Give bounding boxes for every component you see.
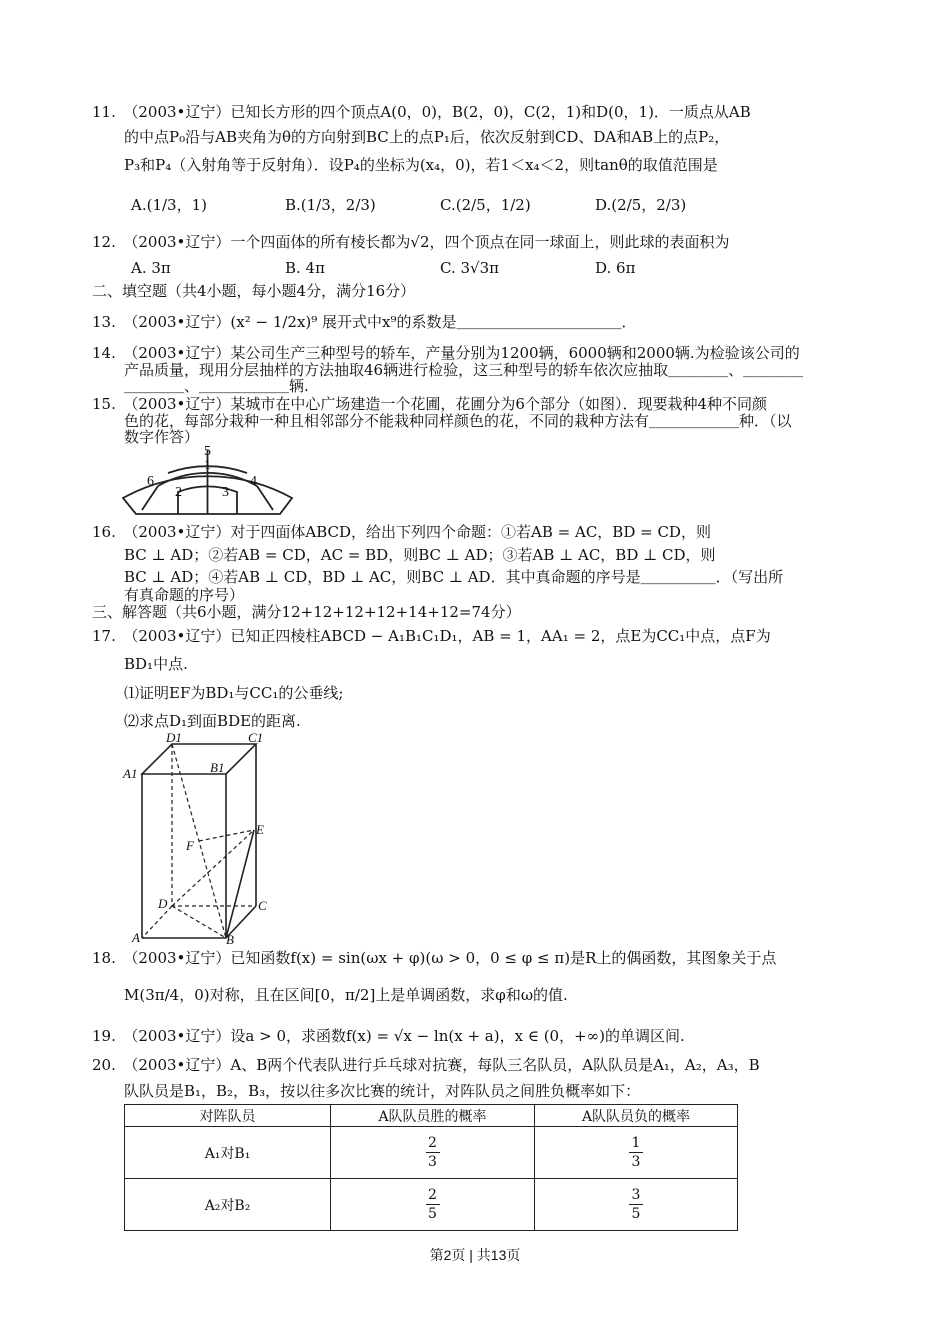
region-1-label: 1	[204, 458, 211, 473]
table-row	[125, 1179, 738, 1231]
q19-line1: 19. （2003•辽宁）设a > 0，求函数f(x) = √x − ln(x + a)，x ∈ (0，+∞)的单调区间.	[92, 1027, 685, 1045]
label-B1: B1	[210, 760, 225, 775]
table-header-row	[125, 1105, 738, 1127]
label-A: A	[132, 930, 140, 945]
q17-part1: ⑴证明EF为BD₁与CC₁的公垂线;	[124, 684, 344, 702]
row1-lose-num: 1	[631, 1135, 641, 1151]
q16-line1: 16. （2003•辽宁）对于四面体ABCD，给出下列四个命题：①若AB = AC，BD = CD，则	[92, 523, 711, 541]
row2-win-num: 2	[428, 1187, 437, 1203]
header-win: A队队员胜的概率	[331, 1105, 535, 1127]
row1-lose	[535, 1127, 738, 1179]
q11-line2: 的中点P₀沿与AB夹角为θ的方向射到BC上的点P₁后，依次反射到CD、DA和AB上的点P₂，	[124, 128, 730, 146]
q17-part2: ⑵求点D₁到面BDE的距离.	[124, 712, 301, 730]
row1-pair: A₁对B₁	[125, 1127, 331, 1179]
row2-win	[331, 1179, 535, 1231]
q14-line1: 14. （2003•辽宁）某公司生产三种型号的轿车，产量分别为1200辆，6000辆和2000辆.为检验该公司的	[92, 344, 800, 362]
region-3-label: 3	[222, 485, 229, 500]
q13-line1: 13. （2003•辽宁）(x² − 1/2x)⁹ 展开式中x⁹的系数是＿＿＿＿＿＿＿＿＿＿＿．	[92, 313, 637, 331]
q12-option-d: D. 6π	[595, 259, 636, 277]
row1-win	[331, 1127, 535, 1179]
q15-line2: 色的花，每部分栽种一种且相邻部分不能栽种同样颜色的花，不同的栽种方法有＿＿＿＿＿＿种．（以	[124, 412, 792, 430]
flower-bed-figure	[120, 440, 295, 518]
row2-pair: A₂对B₂	[125, 1179, 331, 1231]
q18-line2: M(3π/4，0)对称，且在区间[0，π/2]上是单调函数，求φ和ω的值.	[124, 986, 568, 1004]
q12-option-b: B. 4π	[285, 259, 325, 277]
label-C1: C1	[248, 730, 264, 745]
q20-line1: 20. （2003•辽宁）A、B两个代表队进行乒乓球对抗赛，每队三名队员，A队队员是A₁，A₂，A₃，B	[92, 1056, 760, 1074]
q15-line1: 15. （2003•辽宁）某城市在中心广场建造一个花圃，花圃分为6个部分（如图）．现要栽种4种不同颜	[92, 395, 767, 413]
probability-table	[124, 1104, 738, 1231]
row1-lose-den: 3	[629, 1152, 643, 1171]
row1-win-num: 2	[428, 1135, 437, 1151]
page-footer: 第2页 | 共13页	[429, 1247, 521, 1263]
q16-line3: BC ⊥ AD；④若AB ⊥ CD，BD ⊥ AC，则BC ⊥ AD．其中真命题的序号是＿＿＿＿＿．（写出所	[124, 568, 784, 586]
header-matchup: 对阵队员	[125, 1105, 331, 1127]
section-answer: 三、解答题（共6小题，满分12+12+12+12+14+12=74分）	[92, 603, 521, 621]
q20-line2: 队队员是B₁，B₂，B₃，按以往多次比赛的统计，对阵队员之间胜负概率如下：	[124, 1082, 641, 1100]
region-6-label: 6	[147, 474, 154, 489]
q11-option-d: D.(2/5，2/3)	[595, 196, 687, 214]
header-lose: A队队员负的概率	[535, 1105, 738, 1127]
q14-line3: ＿＿＿＿、＿＿＿＿＿＿辆.	[124, 377, 309, 395]
q11-line3: P₃和P₄（入射角等于反射角）．设P₄的坐标为(x₄，0)，若1＜x₄＜2，则tanθ的取值范围是	[124, 156, 718, 174]
label-A1: A1	[123, 766, 138, 781]
q16-line4: 有真命题的序号）	[124, 586, 245, 604]
q17-line1: 17. （2003•辽宁）已知正四棱柱ABCD − A₁B₁C₁D₁，AB = 1，AA₁ = 2，点E为CC₁中点，点F为	[92, 627, 771, 645]
q11-line1: 11. （2003•辽宁）已知长方形的四个顶点A(0，0)，B(2，0)，C(2，1)和D(0，1)．一质点从AB	[92, 103, 751, 121]
row1-win-den: 3	[426, 1152, 440, 1171]
region-2-label: 2	[175, 485, 182, 500]
table-row	[125, 1127, 738, 1179]
row2-lose-den: 5	[629, 1204, 643, 1223]
q11-option-a: A.(1/3，1)	[131, 196, 207, 214]
region-5-label: 5	[204, 444, 211, 459]
q18-line1: 18. （2003•辽宁）已知函数f(x) = sin(ωx + φ)(ω > 0，0 ≤ φ ≤ π)是R上的偶函数，其图象关于点	[92, 949, 777, 967]
section-fill-in: 二、填空题（共4小题，每小题4分，满分16分）	[92, 282, 416, 300]
q12-option-c: C. 3√3π	[440, 259, 499, 277]
q12-line1: 12. （2003•辽宁）一个四面体的所有棱长都为√2，四个顶点在同一球面上，则此球的表面积为	[92, 233, 730, 251]
row2-lose-num: 3	[631, 1187, 641, 1203]
q14-line2: 产品质量，现用分层抽样的方法抽取46辆进行检验，这三种型号的轿车依次应抽取＿＿＿＿、＿＿＿＿	[124, 361, 804, 379]
row2-win-den: 5	[426, 1204, 440, 1223]
q15-line3: 数字作答）	[124, 428, 200, 446]
label-B: B	[226, 932, 234, 945]
q12-option-a: A. 3π	[131, 259, 171, 277]
prism-figure	[120, 730, 280, 945]
top-face	[142, 744, 256, 774]
q11-option-b: B.(1/3，2/3)	[285, 196, 376, 214]
label-E: E	[256, 822, 264, 837]
label-D1: D1	[166, 730, 182, 745]
q16-line2: BC ⊥ AD；②若AB = CD，AC = BD，则BC ⊥ AD；③若AB ⊥ AC，BD ⊥ CD，则	[124, 546, 716, 564]
label-F: F	[186, 838, 194, 853]
label-D: D	[158, 896, 168, 911]
region-4-label: 4	[250, 474, 257, 489]
label-C: C	[258, 898, 267, 913]
row2-lose	[535, 1179, 738, 1231]
q17-line2: BD₁中点.	[124, 655, 188, 673]
edge-BE	[226, 830, 254, 938]
q11-option-c: C.(2/5，1/2)	[440, 196, 531, 214]
